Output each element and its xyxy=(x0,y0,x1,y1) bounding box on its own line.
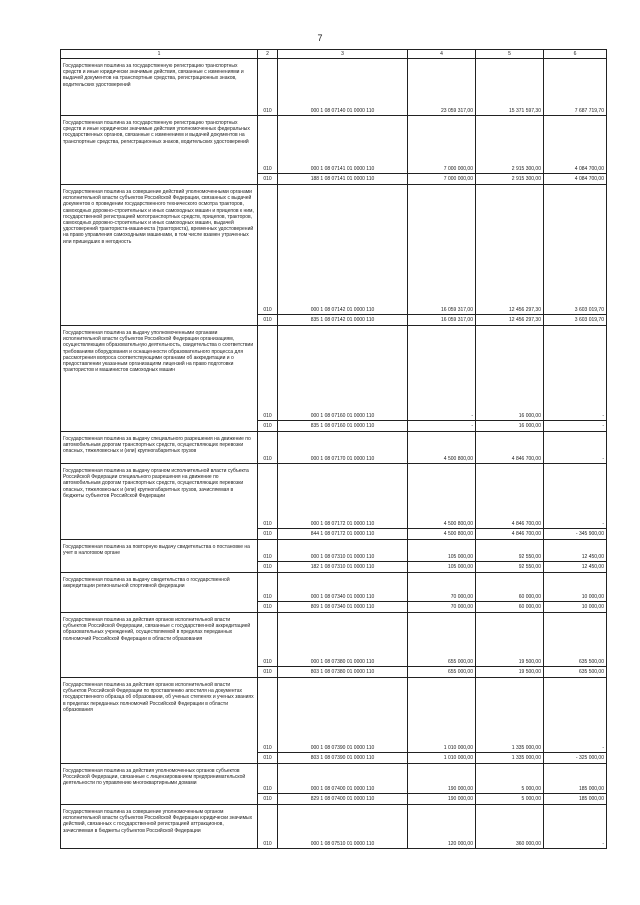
row-code: 010 xyxy=(258,326,278,421)
row-description: Государственная пошлина за совершение действий уполномоченными органами исполнительной власти субъектов Российской Федерации, связанных с выдачей документов о проведении государственного технического осмотра тракторов, самоходных дорожно-строительных и иных самоходных машин и прицепов к ним, государственной регистрацией мототранспортных средств, прицепов, тракторов, самоходных дорожно-строительных и иных самоходных машин, выдачей удостоверений тракториста-машиниста (тракториста), временных удостоверений на право управления самоходными машинами, в том числе взамен утраченных или пришедших в негодность xyxy=(61,185,258,326)
row-code: 010 xyxy=(258,464,278,529)
row-col4: 4 500 800,00 xyxy=(408,464,476,529)
row-col4: 655 000,00 xyxy=(408,613,476,667)
row-kbk: 000 1 08 07172 01 0000 110 xyxy=(278,464,408,529)
row-description: Государственная пошлина за государственную регистрацию транспортных средств и иные юридически значимые действия, связанные с изменениями и выдачей документов на транспортные средства, регистрационных знаков, водительских удостоверений xyxy=(61,59,258,116)
row-col4: 655 000,00 xyxy=(408,667,476,678)
row-col5: 5 000,00 xyxy=(476,794,544,805)
row-col5: 12 456 297,30 xyxy=(476,315,544,326)
row-kbk: 000 1 08 07510 01 0000 110 xyxy=(278,805,408,849)
row-col6: 185 000,00 xyxy=(544,764,607,794)
row-col6: 185 000,00 xyxy=(544,794,607,805)
row-kbk: 835 1 08 07160 01 0000 110 xyxy=(278,421,408,432)
row-col4: 70 000,00 xyxy=(408,573,476,602)
row-description: Государственная пошлина за действия органов исполнительной власти субъектов Российской Федерации, связанные с государственной аккредитацией образовательных учреждений, осуществляемой в пределах переданных полномочий Российской Федерации в области образования xyxy=(61,613,258,678)
row-kbk: 803 1 08 07390 01 0000 110 xyxy=(278,753,408,764)
row-col5: 12 456 297,30 xyxy=(476,185,544,315)
table-row xyxy=(61,764,607,794)
row-col5: 15 371 597,30 xyxy=(476,59,544,116)
table-row xyxy=(61,432,607,464)
row-code: 010 xyxy=(258,794,278,805)
row-code: 010 xyxy=(258,315,278,326)
row-col4: - xyxy=(408,421,476,432)
row-col5: 60 000,00 xyxy=(476,602,544,613)
row-kbk: 844 1 08 07172 01 0000 110 xyxy=(278,529,408,540)
row-col5: 2 915 300,00 xyxy=(476,174,544,185)
row-kbk: 182 1 08 07310 01 0000 110 xyxy=(278,562,408,573)
row-col4: 190 000,00 xyxy=(408,794,476,805)
row-code: 010 xyxy=(258,59,278,116)
row-code: 010 xyxy=(258,421,278,432)
row-col6: - xyxy=(544,326,607,421)
row-col5: 19 500,00 xyxy=(476,613,544,667)
row-code: 010 xyxy=(258,185,278,315)
row-col4: 7 000 000,00 xyxy=(408,174,476,185)
row-col5: 19 500,00 xyxy=(476,667,544,678)
row-kbk: 000 1 08 07160 01 0000 110 xyxy=(278,326,408,421)
row-kbk: 000 1 08 07380 01 0000 110 xyxy=(278,613,408,667)
table-row xyxy=(61,185,607,315)
row-code: 010 xyxy=(258,529,278,540)
row-col4: 4 500 800,00 xyxy=(408,529,476,540)
row-description: Государственная пошлина за выдачу свидетельства о государственной аккредитации региональной спортивной федерации xyxy=(61,573,258,613)
row-col5: 60 000,00 xyxy=(476,573,544,602)
row-code: 010 xyxy=(258,174,278,185)
row-col6: 10 000,00 xyxy=(544,573,607,602)
row-kbk: 000 1 08 07142 01 0000 110 xyxy=(278,185,408,315)
table-row xyxy=(61,326,607,421)
row-kbk: 188 1 08 07141 01 0000 110 xyxy=(278,174,408,185)
row-col4: 105 000,00 xyxy=(408,562,476,573)
row-col4: 23 059 317,00 xyxy=(408,59,476,116)
row-code: 010 xyxy=(258,116,278,174)
row-kbk: 809 1 08 07340 01 0000 110 xyxy=(278,602,408,613)
row-col5: 16 000,00 xyxy=(476,421,544,432)
row-code: 010 xyxy=(258,602,278,613)
row-col5: 16 000,00 xyxy=(476,326,544,421)
row-code: 010 xyxy=(258,432,278,464)
table-row xyxy=(61,540,607,562)
table-row xyxy=(61,573,607,602)
row-kbk: 000 1 08 07400 01 0000 110 xyxy=(278,764,408,794)
row-col4: 4 500 800,00 xyxy=(408,432,476,464)
row-kbk: 835 1 08 07142 01 0000 110 xyxy=(278,315,408,326)
row-col6: 635 500,00 xyxy=(544,667,607,678)
page-number: 7 xyxy=(317,33,323,43)
row-col5: 92 550,00 xyxy=(476,540,544,562)
table-row xyxy=(61,678,607,753)
row-col4: 1 010 000,00 xyxy=(408,678,476,753)
row-col4: 70 000,00 xyxy=(408,602,476,613)
row-kbk: 000 1 08 07310 01 0000 110 xyxy=(278,540,408,562)
row-description: Государственная пошлина за выдачу специального разрешения на движение по автомобильным дорогам транспортных средств, осуществляющих перевозки опасных, тяжеловесных и (или) крупногабаритных грузов xyxy=(61,432,258,464)
row-description: Государственная пошлина за действия уполномоченных органов субъектов Российской Федерации, связанные с лицензированием предпринимательской деятельности по управлению многоквартирными домами xyxy=(61,764,258,805)
row-col5: 5 000,00 xyxy=(476,764,544,794)
row-kbk: 000 1 08 07390 01 0000 110 xyxy=(278,678,408,753)
row-code: 010 xyxy=(258,764,278,794)
row-col6: 12 450,00 xyxy=(544,540,607,562)
row-col6: 12 450,00 xyxy=(544,562,607,573)
row-col5: 2 915 300,00 xyxy=(476,116,544,174)
row-col4: 1 010 000,00 xyxy=(408,753,476,764)
header-cell: 1 xyxy=(61,50,258,59)
row-col5: 1 335 000,00 xyxy=(476,753,544,764)
header-row xyxy=(61,50,607,59)
row-col6: 10 000,00 xyxy=(544,602,607,613)
row-col6: - xyxy=(544,464,607,529)
row-kbk: 000 1 08 07340 01 0000 110 xyxy=(278,573,408,602)
header-cell: 4 xyxy=(408,50,476,59)
header-cell: 2 xyxy=(258,50,278,59)
row-col5: 92 550,00 xyxy=(476,562,544,573)
row-code: 010 xyxy=(258,667,278,678)
row-col4: 16 059 317,00 xyxy=(408,315,476,326)
row-col5: 360 000,00 xyxy=(476,805,544,849)
table-row xyxy=(61,805,607,849)
row-code: 010 xyxy=(258,753,278,764)
header-cell: 6 xyxy=(544,50,607,59)
table-row xyxy=(61,59,607,116)
row-kbk: 803 1 08 07380 01 0000 110 xyxy=(278,667,408,678)
row-col6: - xyxy=(544,432,607,464)
row-col5: 4 846 700,00 xyxy=(476,529,544,540)
row-code: 010 xyxy=(258,540,278,562)
row-col4: - xyxy=(408,326,476,421)
row-col6: - xyxy=(544,805,607,849)
row-col6: - 345 900,00 xyxy=(544,529,607,540)
row-description: Государственная пошлина за государственную регистрацию транспортных средств и иные юридически значимые действия уполномоченных федеральных государственных органов, связанные с изменением и выдачей документов на транспортные средства, регистрационных знаков, водительских удостоверений xyxy=(61,116,258,185)
row-description: Государственная пошлина за выдачу уполномоченными органами исполнительной власти субъектов Российской Федерации организациям, осуществляющим образовательную деятельность, свидетельства о соответствии требованиям оборудования и оснащенности образовательного процесса для рассмотрения вопроса соответствующими органами об аккредитации и о предоставлении указанным организациям лицензий на право подготовки трактористов и машинистов самоходных машин xyxy=(61,326,258,432)
row-col6: - xyxy=(544,421,607,432)
row-col5: 4 846 700,00 xyxy=(476,464,544,529)
row-col4: 105 000,00 xyxy=(408,540,476,562)
revenue-table xyxy=(60,49,607,849)
row-code: 010 xyxy=(258,613,278,667)
row-col6: 635 500,00 xyxy=(544,613,607,667)
row-code: 010 xyxy=(258,573,278,602)
row-code: 010 xyxy=(258,805,278,849)
row-col6: - 325 000,00 xyxy=(544,753,607,764)
header-cell: 5 xyxy=(476,50,544,59)
row-description: Государственная пошлина за совершение уполномоченным органом исполнительной власти субъектов Российской Федерации юридически значимых действий, связанных с государственной регистрацией аттракционов, зачисляемая в бюджеты субъектов Российской Федерации xyxy=(61,805,258,849)
row-col6: 3 603 019,70 xyxy=(544,185,607,315)
row-col6: 4 084 700,00 xyxy=(544,174,607,185)
row-col5: 4 846 700,00 xyxy=(476,432,544,464)
row-description: Государственная пошлина за повторную выдачу свидетельства о постановке на учет в налоговом органе xyxy=(61,540,258,573)
row-kbk: 829 1 08 07400 01 0000 110 xyxy=(278,794,408,805)
row-col6: - xyxy=(544,678,607,753)
row-kbk: 000 1 08 07140 01 0000 110 xyxy=(278,59,408,116)
header-cell: 3 xyxy=(278,50,408,59)
row-code: 010 xyxy=(258,562,278,573)
row-description: Государственная пошлина за действия органов исполнительной власти субъектов Российской Федерации по проставлению апостиля на документах государственного образца об образовании, об ученых степенях и ученых званиях в пределах переданных полномочий Российской Федерации в области образования xyxy=(61,678,258,764)
row-col6: 4 084 700,00 xyxy=(544,116,607,174)
row-col4: 7 000 000,00 xyxy=(408,116,476,174)
row-description: Государственная пошлина за выдачу органом исполнительной власти субъекта Российской Федерации специального разрешения на движение по автомобильным дорогам транспортных средств, осуществляющих перевозки опасных, тяжеловесных и (или) крупногабаритных грузов, зачисляемая в бюджеты субъектов Российской Федерации xyxy=(61,464,258,540)
table-row xyxy=(61,116,607,174)
row-col5: 1 335 000,00 xyxy=(476,678,544,753)
row-code: 010 xyxy=(258,678,278,753)
row-col4: 120 000,00 xyxy=(408,805,476,849)
row-col6: 3 603 019,70 xyxy=(544,315,607,326)
row-col4: 190 000,00 xyxy=(408,764,476,794)
row-kbk: 000 1 08 07141 01 0000 110 xyxy=(278,116,408,174)
table-row xyxy=(61,464,607,529)
row-kbk: 000 1 08 07170 01 0000 110 xyxy=(278,432,408,464)
row-col6: 7 687 719,70 xyxy=(544,59,607,116)
table-row xyxy=(61,613,607,667)
row-col4: 16 059 317,00 xyxy=(408,185,476,315)
